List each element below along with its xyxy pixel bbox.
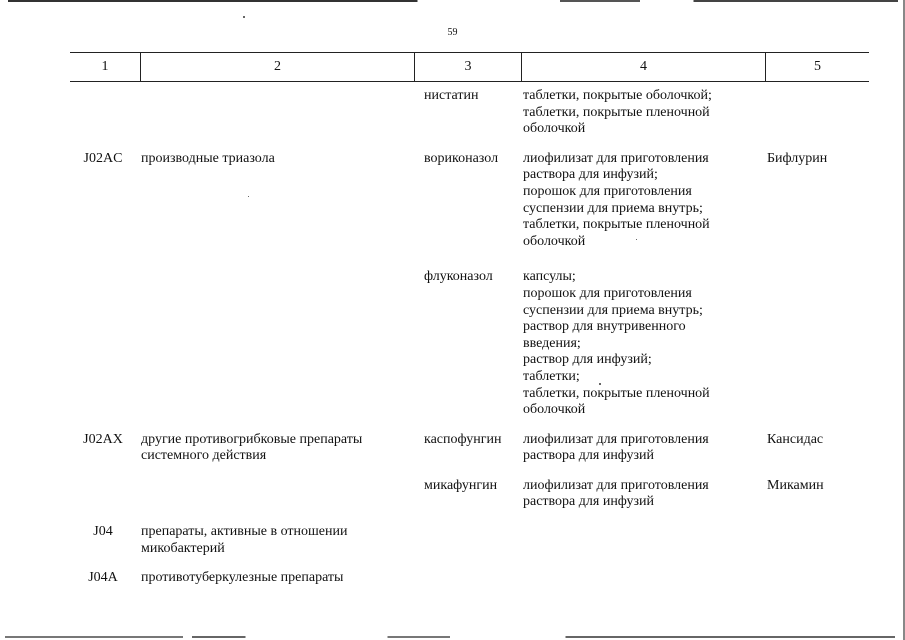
trade-name-cell: [765, 269, 869, 418]
dosage-form-line: лиофилизат для приготовления: [523, 150, 709, 166]
inn-name-cell: микафунгин: [424, 477, 498, 493]
drug-group-cell: [140, 478, 414, 511]
drug-group-cell: препараты, активные в отношении микобактерий: [141, 524, 348, 556]
dosage-form-line: лиофилизат для приготовления: [523, 477, 709, 493]
scan-edge-bottom: [5, 636, 895, 638]
atc-code-cell: [70, 269, 140, 418]
drug-group-cell: противотуберкулезные препараты: [141, 570, 344, 586]
dosage-form-line: порошок для приготовления: [523, 285, 692, 301]
trade-name-cell: Бифлурин: [767, 150, 828, 166]
inn-name-cell: нистатин: [424, 88, 479, 103]
dosage-form-line: раствор для инфузий;: [523, 352, 652, 368]
table-body: [70, 88, 869, 587]
page-number: 59: [447, 27, 458, 38]
table-row: [70, 524, 869, 557]
column-header: 4: [521, 53, 765, 81]
column-header: 1: [101, 59, 109, 74]
atc-code-cell: J02AC: [83, 150, 123, 166]
dosage-form-cell: [521, 570, 765, 587]
atc-code-cell: [70, 88, 140, 138]
table-row: [70, 88, 869, 138]
dosage-form-cell: [521, 478, 765, 511]
dosage-form-line: суспензии для приема внутрь;: [523, 302, 703, 318]
dosage-form-line: раствора для инфузий: [523, 494, 655, 510]
atc-code-cell: J02AX: [83, 431, 123, 447]
dosage-form-line: таблетки, покрытые пленочной: [523, 104, 710, 120]
dosage-form-line: суспензии для приема внутрь;: [523, 200, 703, 216]
scan-speck: [243, 16, 245, 18]
dosage-form-line: введения;: [523, 335, 581, 351]
drug-group-cell: производные триазола: [141, 150, 275, 166]
inn-name-cell: [414, 570, 521, 587]
table-row: [70, 478, 869, 511]
column-header: 3: [414, 53, 521, 81]
dosage-form-cell: [521, 432, 765, 465]
trade-name-cell: [765, 570, 869, 587]
column-header: 2: [140, 53, 414, 81]
trade-name-cell: [765, 524, 869, 557]
dosage-form-line: раствор для внутривенного: [523, 319, 686, 335]
dosage-form-line: таблетки, покрытые пленочной: [523, 217, 710, 233]
drug-table: [70, 52, 869, 587]
atc-code-cell: [70, 478, 140, 511]
inn-name-cell: [414, 524, 521, 557]
dosage-form-line: таблетки, покрытые пленочной: [523, 385, 710, 401]
atc-code-cell: J04A: [88, 570, 118, 586]
dosage-form-line: лиофилизат для приготовления: [523, 431, 709, 447]
dosage-form-cell: [521, 151, 765, 251]
dosage-form-cell: [521, 88, 765, 138]
dosage-form-line: порошок для приготовления: [523, 183, 692, 199]
scan-edge-top: [8, 0, 898, 2]
dosage-form-line: раствора для инфузий: [523, 448, 655, 464]
table-row: [70, 269, 869, 418]
drug-group-cell: [140, 269, 414, 418]
dosage-form-line: оболочкой: [523, 402, 586, 418]
trade-name-cell: Микамин: [767, 477, 824, 493]
table-row: [70, 432, 869, 465]
trade-name-cell: Кансидас: [767, 431, 824, 447]
dosage-form-line: капсулы;: [523, 269, 576, 285]
drug-group-cell: [140, 88, 414, 138]
inn-name-cell: флуконазол: [424, 269, 493, 285]
table-header: [70, 52, 869, 82]
inn-name-cell: каспофунгин: [424, 431, 502, 447]
dosage-form-line: таблетки;: [523, 368, 580, 384]
atc-code-cell: J04: [93, 524, 113, 540]
dosage-form-cell: [521, 524, 765, 557]
drug-group-cell: другие противогрибковые препараты системного действия: [141, 431, 363, 464]
dosage-form-cell: [521, 269, 765, 418]
dosage-form-line: таблетки, покрытые оболочкой;: [523, 88, 712, 103]
trade-name-cell: [765, 88, 869, 138]
table-row: [70, 570, 869, 587]
dosage-form-line: оболочкой: [523, 233, 586, 249]
inn-name-cell: вориконазол: [424, 150, 499, 166]
table-row: [70, 151, 869, 251]
dosage-form-line: раствора для инфузий;: [523, 167, 658, 183]
column-header: 5: [765, 53, 869, 81]
dosage-form-line: оболочкой: [523, 121, 586, 137]
